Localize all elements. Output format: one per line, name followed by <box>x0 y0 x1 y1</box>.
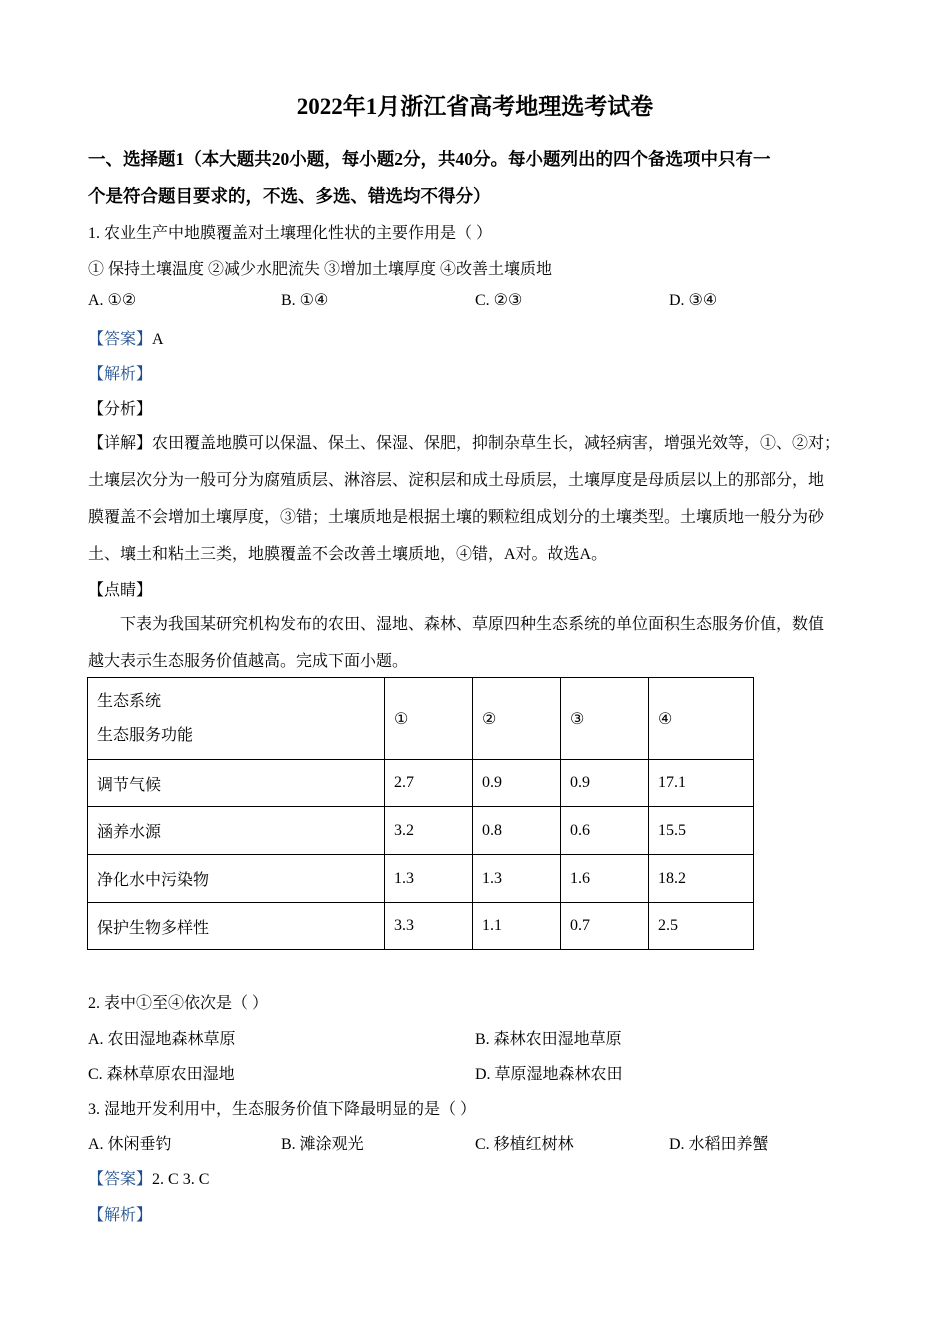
table-cell: 1.1 <box>473 903 561 950</box>
row-label: 涵养水源 <box>88 807 385 855</box>
q2-stem: 2. 表中①至④依次是（ ） <box>88 995 269 1012</box>
table-cell: 17.1 <box>649 760 754 807</box>
q1-items: ① 保持土壤温度 ②减少水肥流失 ③增加土壤厚度 ④改善土壤质地 <box>88 261 553 278</box>
section-heading-line2: 个是符合题目要求的，不选、多选、错选均不得分） <box>88 186 491 206</box>
q1-option-d: D. ③④ <box>669 292 718 309</box>
table-col-header: ① <box>385 678 473 760</box>
q1-stem: 1. 农业生产中地膜覆盖对土壤理化性状的主要作用是（ ） <box>88 225 493 242</box>
xiangjie-tag: 【详解】 <box>88 435 153 452</box>
q1-dianjing-tag: 【点睛】 <box>88 582 153 599</box>
q3-stem: 3. 湿地开发利用中，生态服务价值下降最明显的是（ ） <box>88 1101 477 1118</box>
ecosystem-value-table <box>87 677 754 950</box>
table-col-header: ③ <box>561 678 649 760</box>
table-row <box>88 760 754 807</box>
q1-xiangjie-line3: 膜覆盖不会增加土壤厚度，③错；土壤质地是根据土壤的颗粒组成划分的土壤类型。土壤质地一般分为砂 <box>88 509 825 526</box>
answer-value: A <box>152 331 164 348</box>
answer-value: 2. C 3. C <box>152 1171 210 1188</box>
intro-line2: 越大表示生态服务价值越高。完成下面小题。 <box>88 653 409 670</box>
q3-option-b: B. 滩涂观光 <box>281 1136 364 1153</box>
table-cell: 2.7 <box>385 760 473 807</box>
table-cell: 0.9 <box>473 760 561 807</box>
q1-answer-line <box>88 326 164 349</box>
table-cell: 0.8 <box>473 807 561 855</box>
q23-answer-line <box>88 1166 209 1189</box>
header-function-label: 生态服务功能 <box>97 726 194 744</box>
q1-option-c: C. ②③ <box>475 292 523 309</box>
q2-option-d: D. 草原湿地森林农田 <box>475 1066 623 1083</box>
table-cell: 0.6 <box>561 807 649 855</box>
q23-jiexi-tag: 【解析】 <box>88 1207 153 1224</box>
table-cell: 3.2 <box>385 807 473 855</box>
q1-fenxi-tag: 【分析】 <box>88 401 153 418</box>
page-title: 2022年1月浙江省高考地理选考试卷 <box>296 94 654 119</box>
table-cell: 2.5 <box>649 903 754 950</box>
table-col-header: ② <box>473 678 561 760</box>
table-cell: 18.2 <box>649 855 754 903</box>
table-col-header: ④ <box>649 678 754 760</box>
q1-xiangjie-line2: 土壤层次分为一般可分为腐殖质层、淋溶层、淀积层和成土母质层，土壤厚度是母质层以上的那部分，地 <box>88 472 825 489</box>
xiangjie-text: 农田覆盖地膜可以保温、保土、保湿、保肥，抑制杂草生长，减轻病害，增强光效等，①、②对； <box>152 435 841 452</box>
section-heading-line1: 一、选择题1（本大题共20小题，每小题2分，共40分。每小题列出的四个备选项中只有一 <box>88 149 771 169</box>
answer-tag: 【答案】 <box>88 1171 153 1188</box>
q2-option-a: A. 农田湿地森林草原 <box>88 1031 236 1048</box>
table-cell: 1.6 <box>561 855 649 903</box>
table-row <box>88 807 754 855</box>
table-cell: 1.3 <box>473 855 561 903</box>
q3-option-c: C. 移植红树林 <box>475 1136 574 1153</box>
intro-line1: 下表为我国某研究机构发布的农田、湿地、森林、草原四种生态系统的单位面积生态服务价值，数值 <box>120 616 825 633</box>
q1-xiangjie-line1 <box>88 430 840 453</box>
row-label: 保护生物多样性 <box>88 903 385 950</box>
q1-xiangjie-line4: 土、壤土和粘土三类，地膜覆盖不会改善土壤质地，④错，A对。故选A。 <box>88 546 608 563</box>
q2-option-c: C. 森林草原农田湿地 <box>88 1066 235 1083</box>
table-header-row <box>88 678 754 760</box>
table-cell: 1.3 <box>385 855 473 903</box>
table-cell: 3.3 <box>385 903 473 950</box>
row-label: 调节气候 <box>88 760 385 807</box>
table-cell: 0.9 <box>561 760 649 807</box>
q3-option-d: D. 水稻田养蟹 <box>669 1136 769 1153</box>
q1-option-b: B. ①④ <box>281 292 329 309</box>
q3-option-a: A. 休闲垂钓 <box>88 1136 172 1153</box>
row-label: 净化水中污染物 <box>88 855 385 903</box>
table-row <box>88 855 754 903</box>
table-cell: 15.5 <box>649 807 754 855</box>
q1-jiexi-tag: 【解析】 <box>88 366 153 383</box>
header-ecosystem-label: 生态系统 <box>97 692 162 710</box>
q2-option-b: B. 森林农田湿地草原 <box>475 1031 622 1048</box>
q1-option-a: A. ①② <box>88 292 137 309</box>
table-cell: 0.7 <box>561 903 649 950</box>
answer-tag: 【答案】 <box>88 331 153 348</box>
table-row <box>88 903 754 950</box>
table-header-cell <box>88 678 385 760</box>
